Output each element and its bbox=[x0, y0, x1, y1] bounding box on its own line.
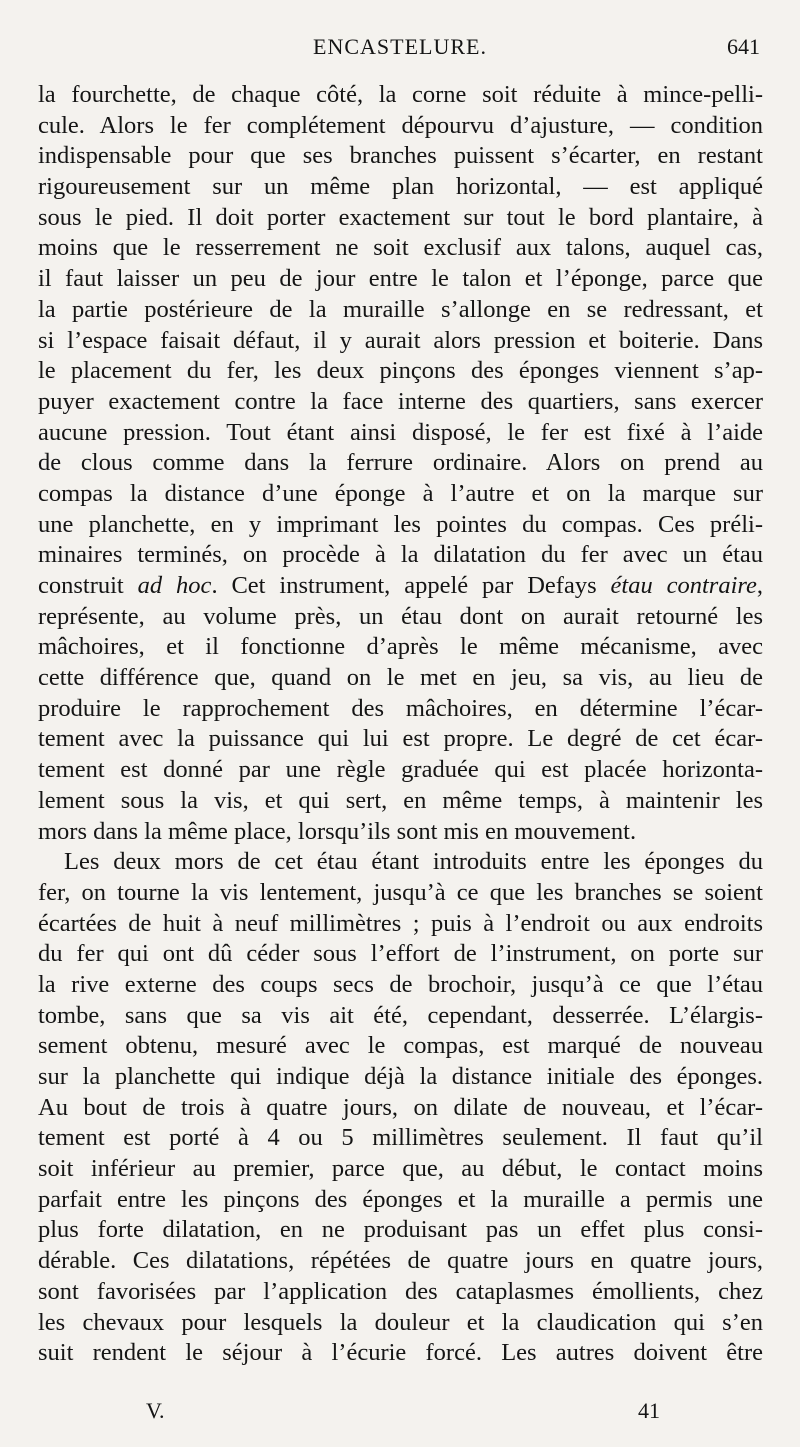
text-line: lement sous la vis, et qui sert, en même temps, à maintenir les bbox=[38, 786, 763, 814]
text-line: la partie postérieure de la muraille s’allonge en se redressant, et bbox=[38, 295, 763, 323]
text-line: moins que le resserrement ne soit exclusif aux talons, auquel cas, bbox=[38, 234, 763, 262]
text-line: mors dans la même place, lorsqu’ils sont mis en mouvement. bbox=[38, 817, 637, 845]
text-line: rigoureusement sur un même plan horizontal, — est appliqué bbox=[38, 173, 763, 201]
text-span: . Cet instrument, appelé par Defays bbox=[211, 572, 611, 599]
text-line: sous le pied. Il doit porter exactement sur tout le bord plantaire, à bbox=[38, 203, 763, 231]
text-line: de clous comme dans la ferrure ordinaire. Alors on prend au bbox=[38, 449, 763, 477]
text-line: mâchoires, et il fonctionne d’après le même mécanisme, avec bbox=[38, 633, 763, 661]
text-line: représente, au volume près, un étau dont on aurait retourné les bbox=[38, 602, 763, 630]
text-line: les chevaux pour lesquels la douleur et la claudication qui s’en bbox=[38, 1308, 763, 1336]
text-line: si l’espace faisait défaut, il y aurait alors pression et boiterie. Dans bbox=[38, 326, 763, 354]
text-line: tombe, sans que sa vis ait été, cependant, desserrée. L’élargis- bbox=[38, 1001, 763, 1029]
text-line: tement avec la puissance qui lui est propre. Le degré de cet écar- bbox=[38, 725, 763, 753]
body-text bbox=[38, 80, 763, 1369]
running-title: ENCASTELURE. bbox=[313, 34, 487, 59]
signature-mark: V. bbox=[146, 1398, 165, 1423]
text-line: plus forte dilatation, en ne produisant pas un effet plus consi- bbox=[38, 1216, 763, 1244]
text-line: une planchette, en y imprimant les pointes du compas. Ces préli- bbox=[38, 510, 763, 538]
text-line: soit inférieur au premier, parce que, au début, le contact moins bbox=[38, 1155, 763, 1183]
text-line: aucune pression. Tout étant ainsi disposé, le fer est fixé à l’aide bbox=[38, 418, 763, 446]
text-line: produire le rapprochement des mâchoires, en détermine l’écar- bbox=[38, 694, 763, 722]
text-line: tement est donné par une règle graduée qui est placée horizonta- bbox=[38, 756, 763, 784]
text-line-with-italics bbox=[38, 571, 763, 602]
text-line: Au bout de trois à quatre jours, on dilate de nouveau, et l’écar- bbox=[38, 1093, 763, 1121]
sheet-number: 41 bbox=[638, 1398, 660, 1423]
text-line: minaires terminés, on procède à la dilatation du fer avec un étau bbox=[38, 541, 763, 569]
text-line: du fer qui ont dû céder sous l’effort de l’instrument, on porte sur bbox=[38, 940, 763, 968]
text-line: indispensable pour que ses branches puissent s’écarter, en restant bbox=[38, 142, 763, 170]
italic-term-ad-hoc: ad hoc bbox=[137, 572, 212, 599]
text-line: sont favorisées par l’application des cataplasmes émollients, chez bbox=[38, 1277, 763, 1305]
page-footer bbox=[0, 1398, 800, 1428]
text-line: Les deux mors de cet étau étant introduits entre les éponges du bbox=[64, 848, 763, 876]
text-line: parfait entre les pinçons des éponges et la muraille a permis une bbox=[38, 1185, 763, 1213]
running-head bbox=[0, 34, 800, 64]
text-line: la fourchette, de chaque côté, la corne soit réduite à mince-pelli- bbox=[38, 81, 763, 108]
paragraph-2 bbox=[38, 847, 763, 1369]
text-line: fer, on tourne la vis lentement, jusqu’à ce que les branches se soient bbox=[38, 878, 763, 906]
text-line: le placement du fer, les deux pinçons des éponges viennent s’ap- bbox=[38, 357, 763, 385]
text-line: sement obtenu, mesuré avec le compas, est marqué de nouveau bbox=[38, 1032, 763, 1060]
text-line: cule. Alors le fer complétement dépourvu d’ajusture, — condition bbox=[38, 111, 763, 139]
text-line: cette différence que, quand on le met en jeu, sa vis, au lieu de bbox=[38, 664, 763, 692]
italic-term-etau-contraire: étau contraire bbox=[610, 572, 757, 599]
text-line: sur la planchette qui indique déjà la distance initiale des éponges. bbox=[38, 1063, 763, 1090]
text-line: suit rendent le séjour à l’écurie forcé. Les autres doivent être bbox=[38, 1339, 763, 1367]
text-line: puyer exactement contre la face interne des quartiers, sans exercer bbox=[38, 387, 763, 415]
paragraph-1 bbox=[38, 80, 763, 847]
text-line: écartées de huit à neuf millimètres ; puis à l’endroit ou aux endroits bbox=[38, 909, 763, 937]
text-line: dérable. Ces dilatations, répétées de quatre jours en quatre jours, bbox=[38, 1247, 763, 1275]
text-line: il faut laisser un peu de jour entre le talon et l’éponge, parce que bbox=[38, 265, 763, 293]
text-span: , bbox=[756, 572, 764, 599]
text-span: construit bbox=[38, 572, 138, 599]
text-line: la rive externe des coups secs de brochoir, jusqu’à ce que l’étau bbox=[38, 970, 763, 998]
text-line: compas la distance d’une éponge à l’autre et on la marque sur bbox=[38, 479, 763, 507]
text-line: tement est porté à 4 ou 5 millimètres seulement. Il faut qu’il bbox=[38, 1124, 763, 1152]
page-number: 641 bbox=[727, 34, 760, 59]
